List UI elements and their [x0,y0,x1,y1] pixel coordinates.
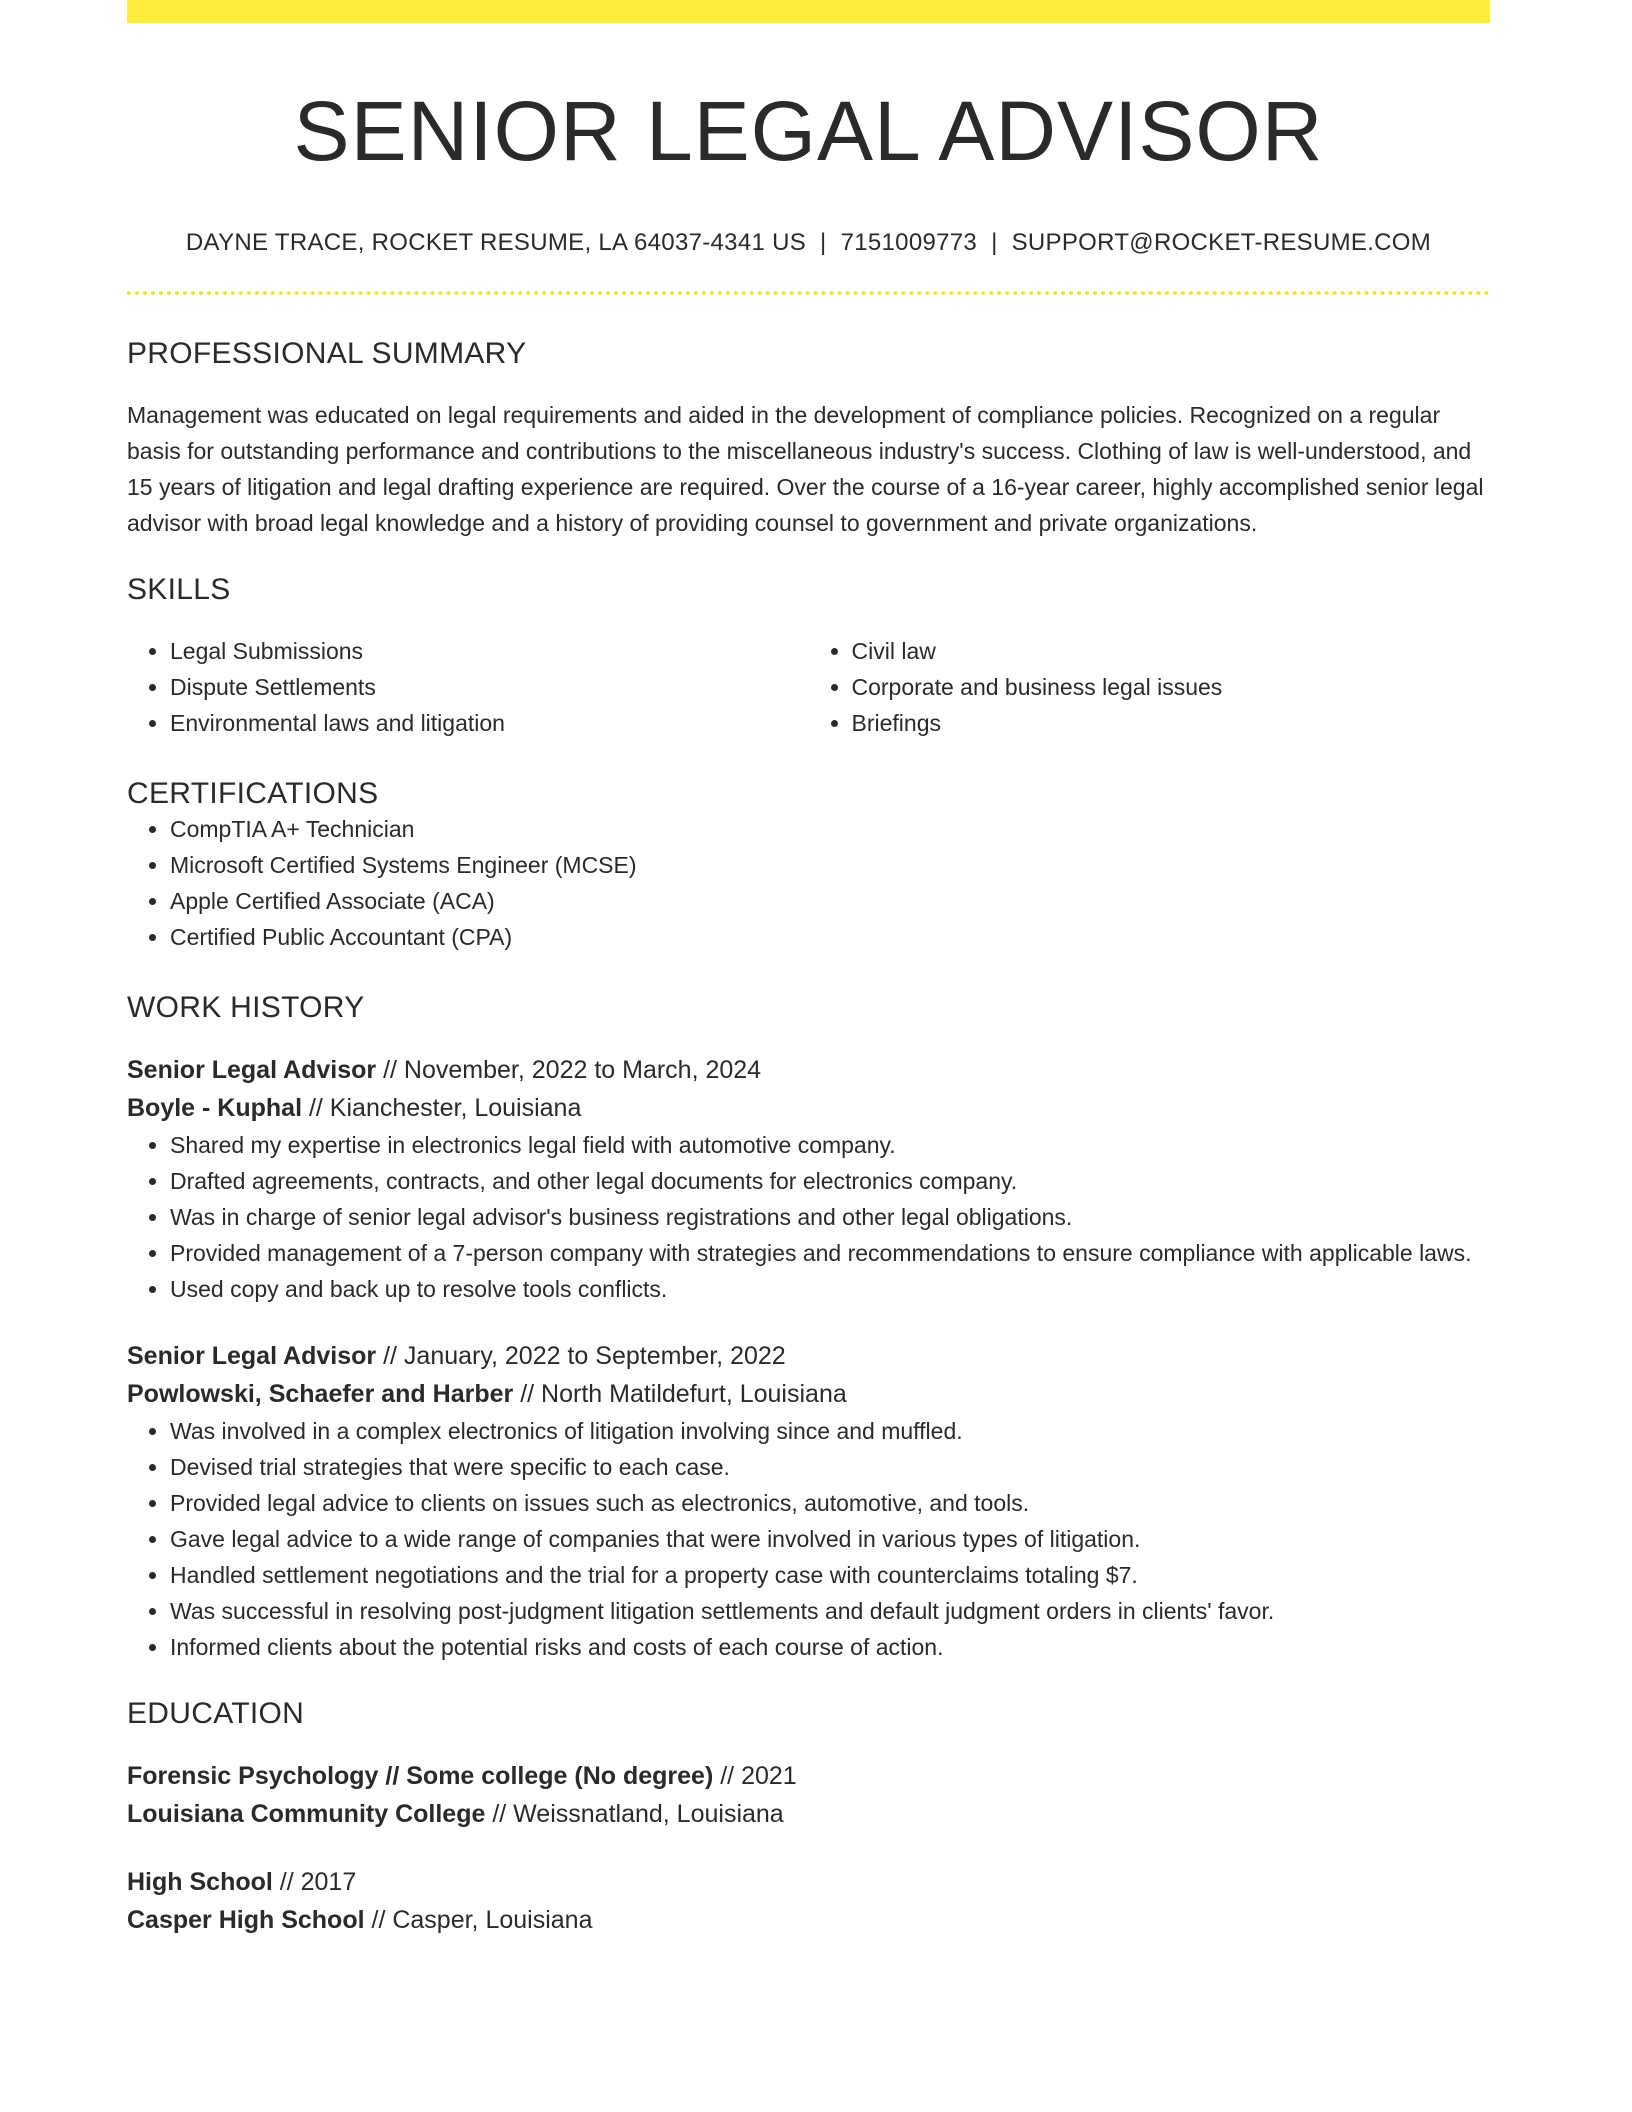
education-location: // Weissnatland, Louisiana [492,1800,784,1829]
contact-address: DAYNE TRACE, ROCKET RESUME, LA 64037-4341 US [185,229,807,257]
skill-item: • Environmental laws and litigation [170,705,809,741]
education-degree-line [127,1863,1490,1901]
job-bullet: • Provided management of a 7-person company with strategies and recommendations to ensure compliance with applicable laws. [170,1235,1490,1271]
job-company-line [127,1375,1490,1413]
job-company: Powlowski, Schaefer and Harber [127,1380,514,1409]
resume-title: SENIOR LEGAL ADVISOR [293,84,1324,178]
job-bullet: • Provided legal advice to clients on issues such as electronics, automotive, and tools. [170,1485,1490,1521]
education-school: Casper High School [127,1906,365,1935]
job-bullet: • Shared my expertise in electronics legal field with automotive company. [170,1127,1490,1163]
job-bullet: • Informed clients about the potential risks and costs of each course of action. [170,1629,1490,1665]
job-role: Senior Legal Advisor [127,1342,377,1371]
certification-item: • Apple Certified Associate (ACA) [170,883,1490,919]
work-history-heading: WORK HISTORY [127,991,365,1025]
education-degree: High School [127,1868,273,1897]
job-bullet: • Handled settlement negotiations and the trial for a property case with counterclaims totaling $7. [170,1557,1490,1593]
education-school: Louisiana Community College [127,1800,486,1829]
contact-line [127,229,1490,257]
job-bullets [127,1413,1490,1665]
job-company-line [127,1089,1490,1127]
skills-list-right [809,633,1491,741]
contact-separator: | [820,229,827,257]
accent-bar [127,0,1490,23]
job-bullet: • Was involved in a complex electronics of litigation involving since and muffled. [170,1413,1490,1449]
job-location: // North Matildefurt, Louisiana [520,1380,847,1409]
education-school-line [127,1901,1490,1939]
certifications-list [127,811,1490,955]
resume-page [127,0,1490,1939]
job-bullet: • Used copy and back up to resolve tools conflicts. [170,1271,1490,1307]
header-divider [127,291,1490,295]
summary-text: Management was educated on legal requirements and aided in the development of compliance policies. Recognized on a regular basis for outstanding performance and contributions to the miscellaneous industry's success. Clothing of law is well-understood, and 15 years of litigation and legal drafting experience are required. Over the course of a 16-year career, highly accomplished senior legal advisor with broad legal knowledge and a history of providing counsel to government and private organizations. [127,402,1484,537]
contact-separator: | [991,229,998,257]
certification-item: • Microsoft Certified Systems Engineer (MCSE) [170,847,1490,883]
job-company: Boyle - Kuphal [127,1094,303,1123]
certification-item: • CompTIA A+ Technician [170,811,1490,847]
job-bullet: • Gave legal advice to a wide range of companies that were involved in various types of litigation. [170,1521,1490,1557]
skill-item: • Legal Submissions [170,633,809,669]
contact-phone: 7151009773 [840,229,978,257]
skill-item: • Dispute Settlements [170,669,809,705]
education-heading: EDUCATION [127,1697,305,1731]
job-bullet: • Drafted agreements, contracts, and other legal documents for electronics company. [170,1163,1490,1199]
education-location: // Casper, Louisiana [371,1906,593,1935]
job-bullet: • Devised trial strategies that were specific to each case. [170,1449,1490,1485]
education-degree: Forensic Psychology // Some college (No degree) [127,1762,714,1791]
certification-item: • Certified Public Accountant (CPA) [170,919,1490,955]
certifications-heading: CERTIFICATIONS [127,777,379,811]
contact-email: SUPPORT@ROCKET-RESUME.COM [1011,229,1432,257]
skills-list-left [127,633,809,741]
skills-heading: SKILLS [127,573,231,607]
job-dates: // January, 2022 to September, 2022 [383,1342,786,1371]
job-role: Senior Legal Advisor [127,1056,377,1085]
education-degree-line [127,1757,1490,1795]
education-year: // 2021 [720,1762,797,1791]
job-location: // Kianchester, Louisiana [308,1094,582,1123]
summary-heading: PROFESSIONAL SUMMARY [127,337,527,371]
job-bullet: • Was successful in resolving post-judgment litigation settlements and default judgment orders in clients' favor. [170,1593,1490,1629]
education-school-line [127,1795,1490,1833]
job-role-line [127,1051,1490,1089]
job-role-line [127,1337,1490,1375]
job-bullets [127,1127,1490,1307]
skill-item: • Civil law [852,633,1491,669]
skills-grid [127,633,1490,741]
job-bullet: • Was in charge of senior legal advisor's business registrations and other legal obligations. [170,1199,1490,1235]
skill-item: • Corporate and business legal issues [852,669,1491,705]
skill-item: • Briefings [852,705,1491,741]
job-dates: // November, 2022 to March, 2024 [383,1056,762,1085]
education-year: // 2017 [279,1868,357,1897]
